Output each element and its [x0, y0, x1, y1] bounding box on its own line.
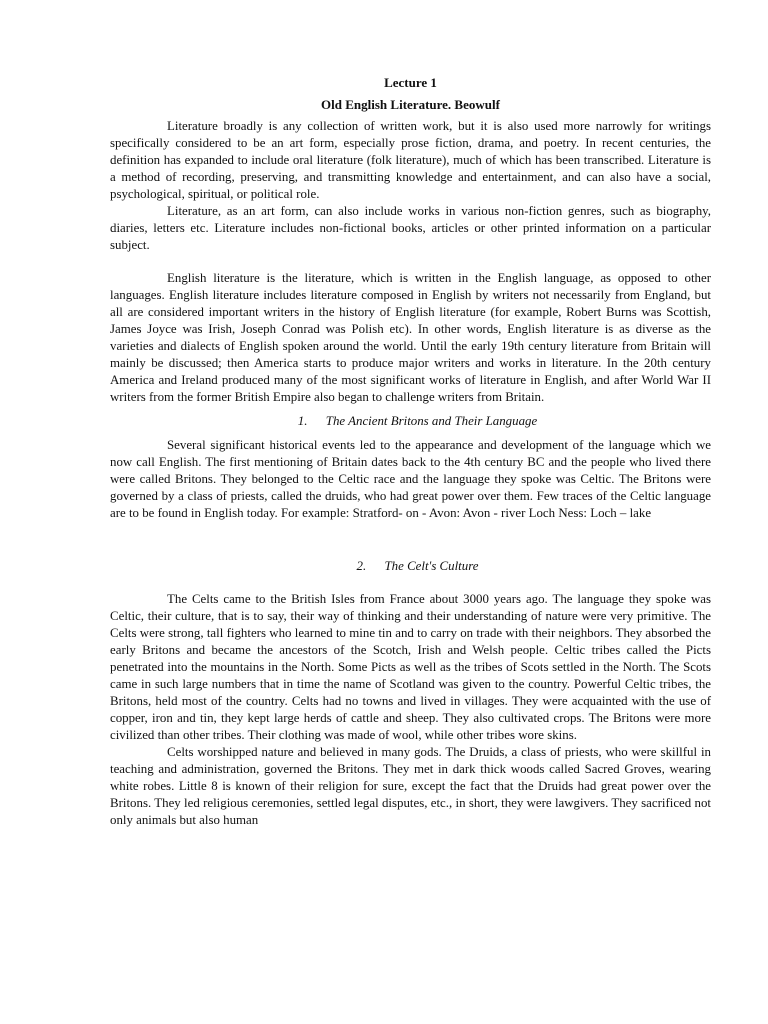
intro-paragraph-1: Literature broadly is any collection of written work, but it is also used more narrowly for writings specifically considered to be an art form, especially prose fiction, drama, and poetry. In recent centuries, the definition has expanded to include oral literature (folk literature), much of which has been transcribed. Literature is a method of recording, preserving, and transmitting knowledge and entertainment, and can also have a social, psychological, spiritual, or political role.: [110, 119, 711, 201]
section-2-number: 2.: [356, 559, 367, 573]
section-2-heading: [110, 558, 711, 575]
section-1-number: 1.: [297, 414, 308, 428]
paragraph-gap: [110, 254, 711, 270]
intro-paragraph-3: English literature is the literature, which is written in the English language, as opposed to other languages. English literature includes literature composed in English by writers not necessarily from England, but all are considered important writers in the history of English literature (for example, Robert Burns was Scottish, James Joyce was Irish, Joseph Conrad was Polish etc). In other words, English literature is as diverse as the varieties and dialects of English spoken around the world. Until the early 19th century literature from Britain will mainly be discussed; then America starts to produce major writers and works in literature. In the 20th century America and Ireland produced many of the most significant works of literature in English, and after World War II writers from the former British Empire also began to challenge writers from Britain.: [110, 271, 711, 404]
section-1-heading: [110, 413, 711, 430]
section-2-title: The Celt's Culture: [384, 559, 479, 573]
intro-paragraph-2: Literature, as an art form, can also include works in various non-fiction genres, such as biography, diaries, letters etc. Literature includes non-fictional books, articles or other printed information on a particular subject.: [110, 204, 711, 252]
section-1-paragraph-1: Several significant historical events led to the appearance and development of the language which we now call English. The first mentioning of Britain dates back to the 4th century BC and the people who lived there were called Britons. They belonged to the Celtic race and the language they spoke was Celtic. The Britons were governed by a class of priests, called the druids, who had great power over them. Few traces of the Celtic language are to be found in English today. For example: Stratford- on - Avon: Avon - river Loch Ness: Loch – lake: [110, 438, 711, 520]
document-page: [110, 74, 711, 829]
section-2-paragraph-1: The Celts came to the British Isles from France about 3000 years ago. The language they spoke was Celtic, their culture, that is to say, their way of thinking and their understanding of nature were very primitive. The Celts were strong, tall fighters who learned to mine tin and to carry on trade with their neighbors. They absorbed the early Britons and became the ancestors of the Scotch, Irish and Welsh people. Celtic tribes called the Picts penetrated into the mountains in the North. Some Picts as well as the tribes of Scots settled in the North. The Scots came in such large numbers that in time the name of Scotland was given to the country. Powerful Celtic tribes, the Britons, held most of the country. Celts had no towns and lived in villages. They were acquainted with the use of copper, iron and tin, they kept large herds of cattle and sheep. They also cultivated crops. The Britons were more civilized than other tribes. Their clothing was made of wool, while other tribes wore skins.: [110, 592, 711, 742]
section-2-paragraph-2: Celts worshipped nature and believed in many gods. The Druids, a class of priests, who were skillful in teaching and administration, governed the Britons. They met in dark thick woods called Sacred Groves, wearing white robes. Little 8 is known of their religion for sure, except the fact that the Druids had great power over the Britons. They led religious ceremonies, settled legal disputes, etc., in short, they were lawgivers. They sacrificed not only animals but also human: [110, 745, 711, 827]
section-gap: [110, 522, 711, 558]
lecture-subtitle: Old English Literature. Beowulf: [321, 97, 500, 112]
lecture-title: Lecture 1: [384, 75, 437, 90]
section-1-title: The Ancient Britons and Their Language: [325, 414, 538, 428]
